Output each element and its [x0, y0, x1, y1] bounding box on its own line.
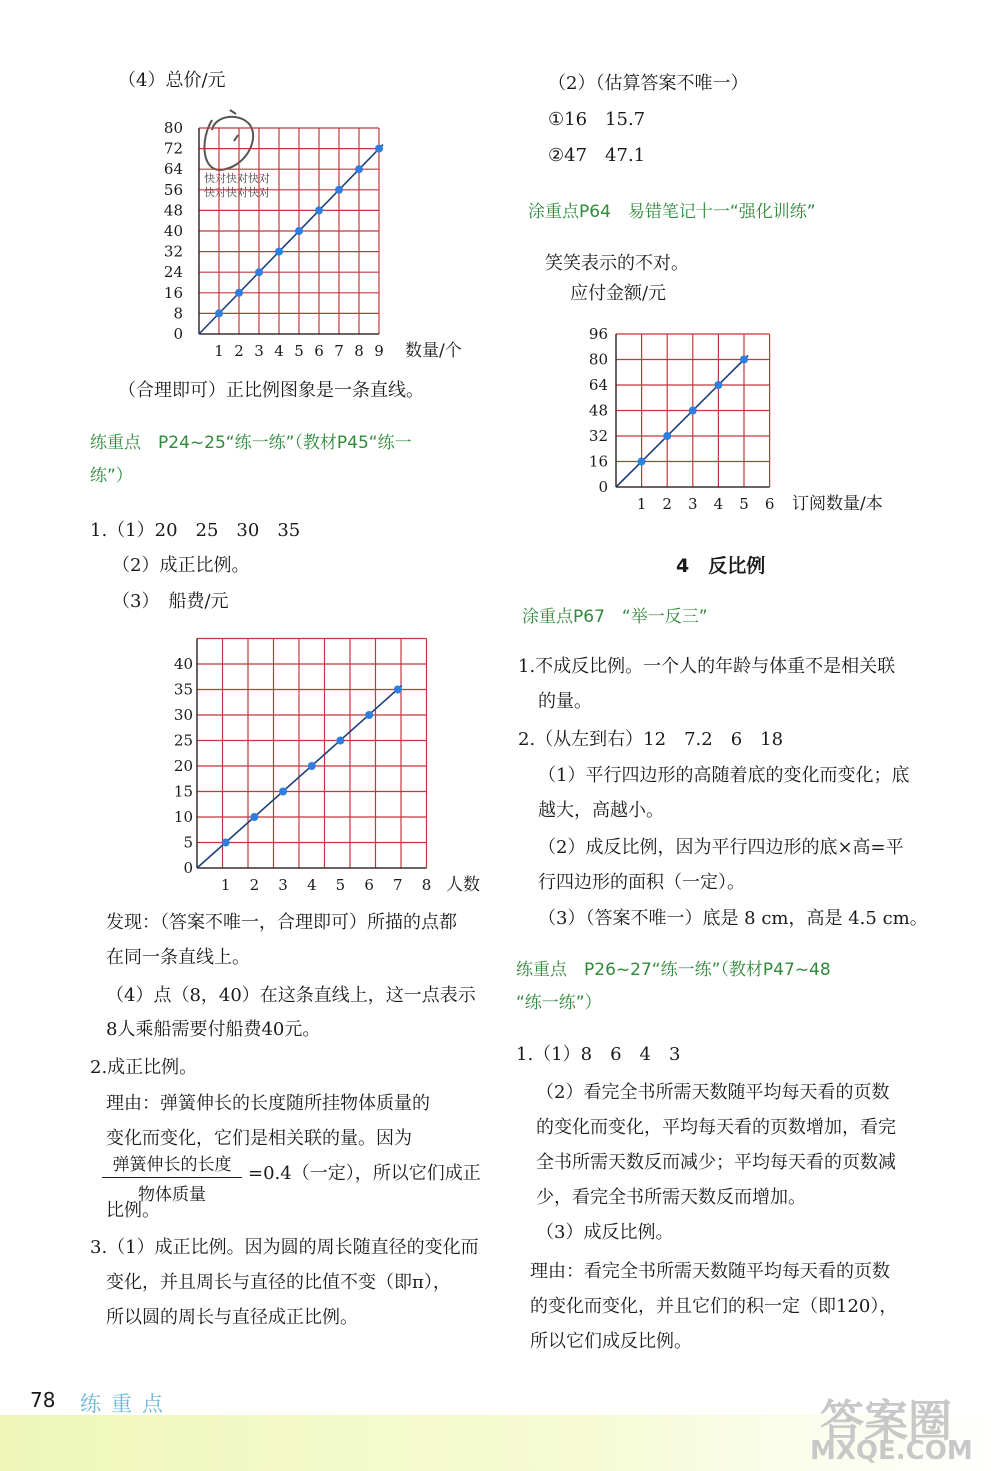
chart-3	[589, 325, 883, 514]
x-tick-label: 2	[234, 342, 244, 360]
y-tick-label: 48	[588, 401, 608, 420]
data-point	[315, 206, 323, 214]
data-point	[375, 145, 383, 153]
s1: 1.（1）8 6 4 3	[516, 1044, 681, 1065]
chart-2-grid	[197, 639, 427, 869]
section-title-mistakes: 涂重点P64 易错笔记十一“强化训练”	[528, 202, 816, 222]
y-tick-label: 32	[588, 427, 608, 445]
y-tick-label: 30	[173, 706, 193, 724]
x-tick-label: 3	[688, 495, 698, 513]
x-tick-label: 4	[274, 342, 284, 360]
y-tick-label: 56	[163, 180, 183, 199]
x-tick-label: 3	[254, 342, 264, 360]
x-tick-label: 8	[354, 342, 364, 360]
y-tick-label: 80	[588, 350, 608, 369]
series-line	[616, 356, 748, 488]
page-number: 78	[30, 1388, 56, 1412]
find-line-2: 在同一条直线上。	[106, 947, 250, 968]
x-tick-label: 7	[393, 876, 403, 894]
wrong-statement: 笑笑表示的不对。	[545, 253, 689, 274]
r1-line-1: 1.不成反比例。一个人的年龄与体重不是相关联	[518, 656, 896, 677]
chart3-label: 应付金额/元	[570, 283, 667, 304]
r1-line-2: 的量。	[538, 691, 592, 712]
data-point	[250, 813, 258, 821]
data-point	[638, 458, 646, 466]
data-point	[335, 186, 343, 194]
estimate-2: ②47 47.1	[548, 145, 646, 166]
chart-1	[164, 119, 462, 361]
y-tick-label: 15	[173, 782, 193, 801]
chapter-heading: 4 反比例	[676, 555, 766, 577]
y-tick-label: 16	[163, 283, 183, 302]
x-tick-label: 5	[739, 495, 749, 513]
section-title-practice-2-cont: “练一练”）	[516, 993, 602, 1013]
y-tick-label: 24	[163, 263, 183, 282]
data-point	[235, 289, 243, 297]
r2-1-line-2: 越大，高越小。	[538, 800, 664, 821]
section-title-practice-1: 练重点 P24~25“练一练”（教材P45“练一	[90, 433, 412, 453]
x-tick-label: 4	[713, 495, 724, 513]
x-tick-label: 6	[764, 495, 775, 513]
y-tick-label: 64	[588, 376, 608, 394]
s3-reason-3: 所以它们成反比例。	[530, 1331, 692, 1352]
s2-line-3: 全书所需天数反而减少；平均每天看的页数减	[536, 1152, 896, 1173]
chart1-note: （合理即可）正比例图象是一条直线。	[118, 380, 424, 401]
find-line-1: 发现：（答案不唯一，合理即可）所描的点都	[106, 912, 457, 933]
x-tick-label: 3	[278, 876, 288, 894]
chart-2	[174, 639, 480, 896]
data-point	[255, 268, 263, 276]
y-tick-label: 96	[588, 325, 608, 343]
x-tick-label: 9	[374, 342, 384, 360]
section-title-practice-2: 练重点 P26~27“练一练”（教材P47~48	[516, 960, 831, 980]
data-point	[279, 788, 287, 796]
x-tick-label: 6	[314, 342, 324, 360]
s2-line-1: （2）看完全书所需天数随平均每天看的页数	[536, 1082, 890, 1103]
x-tick-label: 6	[364, 876, 374, 894]
x-axis-label: 数量/个	[405, 341, 462, 361]
q2-reason-3: =0.4（一定），所以它们成正	[248, 1163, 481, 1184]
scribble-text-2: 快对快对快对	[204, 186, 270, 199]
q1-4-line-1: （4）点（8，40）在这条直线上，这一点表示	[106, 985, 476, 1006]
q2: 2.成正比例。	[90, 1057, 198, 1078]
r2: 2.（从左到右）12 7.2 6 18	[518, 729, 784, 750]
x-tick-label: 2	[662, 495, 672, 513]
y-tick-label: 40	[173, 655, 193, 673]
x-tick-label: 5	[335, 876, 346, 894]
x-tick-label: 1	[220, 876, 231, 894]
scribble-text-1: 快对快对快对	[204, 172, 270, 185]
y-tick-label: 35	[173, 680, 193, 699]
brand-logo-text: 练重点	[80, 1392, 173, 1416]
y-tick-label: 0	[598, 478, 608, 496]
r2-3: （3）（答案不唯一）底是 8 cm，高是 4.5 cm。	[538, 908, 928, 929]
s3-reason-1: 理由：看完全书所需天数随平均每天看的页数	[530, 1261, 890, 1282]
x-tick-label: 5	[294, 342, 304, 360]
q1-1: 1.（1）20 25 30 35	[90, 520, 301, 541]
q3-line-2: 变化，并且周长与直径的比值不变（即π），	[106, 1272, 451, 1293]
q1-2: （2）成正比例。	[112, 555, 250, 576]
r2-1-line-1: （1）平行四边形的高随着底的变化而变化；底	[538, 765, 910, 786]
x-tick-label: 7	[334, 342, 344, 360]
data-point	[215, 309, 223, 317]
y-tick-label: 80	[163, 119, 183, 137]
x-tick-label: 4	[306, 876, 317, 894]
section-title-examples: 涂重点P67 “举一反三”	[522, 607, 708, 627]
r2-2-line-1: （2）成反比例，因为平行四边形的底×高=平	[538, 837, 904, 858]
y-tick-label: 72	[163, 139, 183, 158]
q1-3: （3） 船费/元	[112, 591, 229, 612]
estimate-1: ①16 15.7	[548, 109, 646, 130]
data-point	[222, 839, 230, 847]
y-tick-label: 0	[183, 859, 193, 877]
data-point	[714, 381, 722, 389]
watermark-url: MXQE.COM	[810, 1436, 973, 1466]
series-line	[199, 145, 383, 334]
data-point	[689, 407, 697, 415]
s3: （3）成反比例。	[536, 1222, 674, 1243]
x-tick-label: 1	[214, 342, 224, 360]
q2-reason-4: 比例。	[106, 1200, 160, 1221]
data-point	[275, 248, 283, 256]
q3-line-3: 所以圆的周长与直径成正比例。	[106, 1307, 358, 1328]
q2-reason-1: 理由：弹簧伸长的长度随所挂物体质量的	[106, 1093, 430, 1114]
q3-line-1: 3.（1）成正比例。因为圆的周长随直径的变化而	[90, 1237, 479, 1258]
data-point	[663, 432, 671, 440]
y-tick-label: 48	[163, 201, 183, 220]
q2-reason-2: 变化而变化，它们是相关联的量。因为	[106, 1128, 412, 1149]
data-point	[394, 686, 402, 694]
x-axis-label: 订阅数量/本	[792, 494, 883, 514]
y-tick-label: 32	[163, 242, 183, 261]
y-tick-label: 0	[173, 325, 183, 343]
y-tick-label: 20	[173, 757, 193, 775]
y-tick-label: 64	[163, 160, 183, 179]
fraction-denominator: 物体质量	[138, 1185, 206, 1205]
chart1-label: （4）总价/元	[118, 70, 226, 91]
s3-reason-2: 的变化而变化，并且它们的积一定（即120），	[530, 1296, 898, 1317]
y-tick-label: 5	[183, 833, 193, 852]
estimate-heading: （2）（估算答案不唯一）	[548, 73, 749, 94]
r2-2-line-2: 行四边形的面积（一定）。	[538, 872, 745, 893]
data-point	[295, 227, 303, 235]
section-title-practice-1-cont: 练”）	[90, 466, 133, 486]
s2-line-4: 少，看完全书所需天数反而增加。	[536, 1187, 806, 1208]
fraction-numerator: 弹簧伸长的长度	[102, 1150, 242, 1178]
x-tick-label: 1	[636, 495, 647, 513]
data-point	[740, 356, 748, 364]
x-tick-label: 2	[249, 876, 260, 894]
x-tick-label: 8	[421, 876, 432, 894]
s2-line-2: 的变化而变化，平均每天看的页数增加，看完	[536, 1117, 896, 1138]
watermark-logo: 答案圈	[820, 1396, 952, 1447]
y-tick-label: 25	[173, 731, 193, 750]
data-point	[308, 762, 316, 770]
y-tick-label: 40	[163, 222, 183, 240]
y-tick-label: 10	[173, 808, 193, 826]
chart-1-grid	[199, 128, 379, 334]
data-point	[365, 711, 373, 719]
x-axis-label: 人数	[446, 875, 480, 895]
y-tick-label: 8	[173, 304, 183, 323]
data-point	[355, 165, 363, 173]
y-tick-label: 16	[588, 452, 608, 471]
q1-4-line-2: 8人乘船需要付船费40元。	[106, 1019, 321, 1040]
data-point	[336, 737, 344, 745]
